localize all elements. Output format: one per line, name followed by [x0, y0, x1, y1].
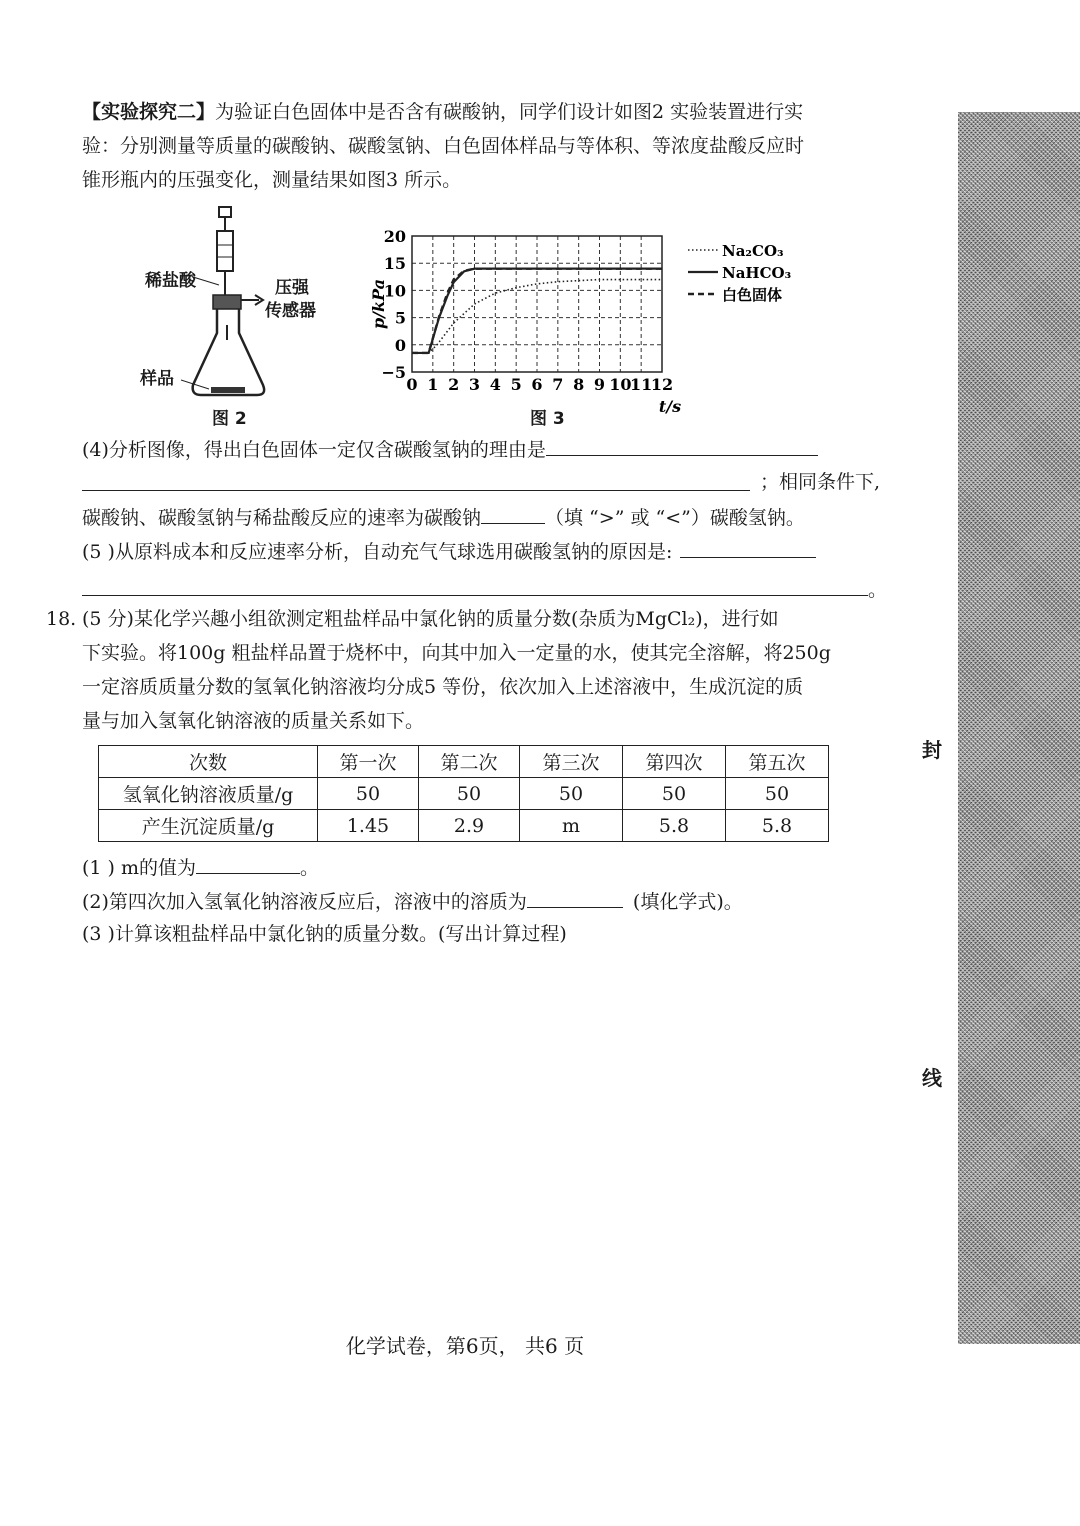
- legend-label-3: 白色固体: [722, 286, 783, 304]
- q18-part-1: [82, 851, 882, 883]
- q5-prompt: (5 )从原料成本和反应速率分析，自动充气气球选用碳酸氢钠的原因是:: [82, 541, 673, 563]
- q18-line-1: (5 分)某化学兴趣小组欲测定粗盐样品中氯化钠的质量分数(杂质为MgCl₂)，进行如: [82, 608, 779, 630]
- intro-text-1: 为验证白色固体中是否含有碳酸钠，同学们设计如图2 实验装置进行实: [215, 101, 804, 123]
- x-tick-label: 12: [650, 375, 674, 394]
- intro-line-2: 验：分别测量等质量的碳酸钠、碳酸氢钠、白色固体样品与等体积、等浓度盐酸反应时: [82, 135, 805, 157]
- y-tick-label: 10: [383, 281, 406, 301]
- table-cell: m: [520, 810, 623, 842]
- table-cell: 5.8: [623, 810, 726, 842]
- q4-compare-hint: （填 “>” 或 “<”）碳酸氢钠。: [545, 507, 805, 529]
- line-mark: 线: [922, 1066, 942, 1090]
- q18-p2-hint: (填化学式)。: [632, 891, 743, 913]
- table-header-row: [99, 746, 829, 778]
- table-cell: 第一次: [318, 746, 419, 778]
- label-sample: 样品: [140, 369, 174, 389]
- q5-answer-blank-2[interactable]: [82, 595, 868, 596]
- page-footer: 化学试卷，第6页， 共6 页: [345, 1334, 585, 1358]
- q18-p2-blank[interactable]: [527, 885, 623, 908]
- data-table: [98, 745, 829, 842]
- q4-compare-text: 碳酸钠、碳酸氢钠与稀盐酸反应的速率为碳酸钠: [82, 507, 482, 529]
- x-tick-label: 0: [406, 375, 418, 394]
- table-cell: 次数: [99, 746, 318, 778]
- intro-line-3: 锥形瓶内的压强变化，测量结果如图3 所示。: [82, 169, 462, 191]
- intro-line-1: [82, 97, 882, 127]
- q18-line-3: 一定溶质质量分数的氢氧化钠溶液均分成5 等份，依次加入上述溶液中，生成沉淀的质: [82, 676, 804, 698]
- q18-p2-prompt: (2)第四次加入氢氧化钠溶液反应后，溶液中的溶质为: [82, 891, 527, 913]
- figure-3-caption: 图 3: [530, 409, 565, 429]
- y-tick-label: 5: [394, 308, 406, 328]
- x-tick-label: 2: [448, 375, 460, 394]
- legend-label-1: Na₂CO₃: [722, 242, 784, 260]
- q5-end-mark: 。: [868, 579, 888, 601]
- q18-line-4: 量与加入氢氧化钠溶液的质量关系如下。: [82, 710, 425, 732]
- table-cell: 50: [623, 778, 726, 810]
- y-tick-label: −5: [381, 363, 406, 382]
- table-cell: 第五次: [726, 746, 829, 778]
- figure-2-caption: 图 2: [212, 409, 247, 429]
- label-pressure: 压强: [275, 278, 309, 298]
- table-cell: 第二次: [419, 746, 520, 778]
- sample-solid: [211, 387, 245, 393]
- x-tick-label: 5: [510, 375, 522, 394]
- x-tick-label: 11: [630, 375, 653, 394]
- x-tick-label: 3: [468, 375, 481, 394]
- q18-line-2: 下实验。将100g 粗盐样品置于烧杯中，向其中加入一定量的水，使其完全溶解，将250g: [82, 642, 831, 664]
- table-cell: 50: [726, 778, 829, 810]
- binding-strip: [958, 112, 1080, 1344]
- table-row: [99, 810, 829, 842]
- x-axis-label: t/s: [658, 397, 682, 416]
- q4-line-1: [82, 433, 882, 465]
- table-cell: 产生沉淀质量/g: [99, 810, 318, 842]
- figure-3-chart: [362, 222, 822, 422]
- x-tick-label: 9: [593, 375, 606, 394]
- table-cell: 5.8: [726, 810, 829, 842]
- table-row: [99, 778, 829, 810]
- y-tick-label: 15: [383, 254, 406, 274]
- table-cell: 氢氧化钠溶液质量/g: [99, 778, 318, 810]
- q18-part-2: [82, 885, 882, 917]
- q4-compare-blank[interactable]: [481, 501, 545, 524]
- q18-p1-end: 。: [300, 857, 320, 879]
- table-cell: 50: [419, 778, 520, 810]
- legend-label-2: NaHCO₃: [722, 264, 792, 282]
- table-cell: 1.45: [318, 810, 419, 842]
- q4-answer-blank-1[interactable]: [546, 433, 818, 456]
- table-cell: 50: [520, 778, 623, 810]
- q5-line-1: [82, 535, 882, 567]
- q18-p1-blank[interactable]: [196, 851, 300, 874]
- table-cell: 50: [318, 778, 419, 810]
- x-tick-label: 4: [489, 375, 501, 394]
- x-tick-label: 1: [427, 375, 439, 394]
- table-cell: 2.9: [419, 810, 520, 842]
- syringe-barrel: [217, 231, 233, 271]
- erlenmeyer-flask: [193, 309, 264, 395]
- y-axis-label: p/kPa: [369, 278, 388, 330]
- x-tick-label: 10: [609, 375, 632, 394]
- q4-prompt: (4)分析图像，得出白色固体一定仅含碳酸氢钠的理由是: [82, 439, 546, 461]
- q4-line-3: [82, 501, 882, 533]
- q4-line-2-tail: ；相同条件下,: [760, 471, 881, 493]
- x-tick-label: 6: [531, 375, 543, 394]
- table-cell: 第四次: [623, 746, 726, 778]
- x-tick-label: 7: [552, 375, 564, 394]
- label-hydrochloric-acid: 稀盐酸: [145, 271, 196, 291]
- q18-part-3: (3 )计算该粗盐样品中氯化钠的质量分数。(写出计算过程): [82, 923, 567, 945]
- flask-stopper: [213, 295, 241, 309]
- seal-mark: 封: [922, 738, 942, 762]
- section-heading: 【实验探究二】: [82, 101, 216, 123]
- y-tick-label: 0: [394, 335, 406, 355]
- x-tick-label: 8: [573, 375, 585, 394]
- table-cell: 第三次: [520, 746, 623, 778]
- syringe-plunger: [219, 207, 231, 217]
- q18-number: 18.: [46, 608, 77, 630]
- y-tick-label: 20: [383, 227, 406, 246]
- q18-p1-prompt: (1 ) m的值为: [82, 857, 197, 879]
- label-sensor: 传感器: [265, 301, 316, 321]
- q5-answer-blank-1[interactable]: [680, 535, 816, 558]
- q4-answer-blank-2[interactable]: [82, 490, 750, 491]
